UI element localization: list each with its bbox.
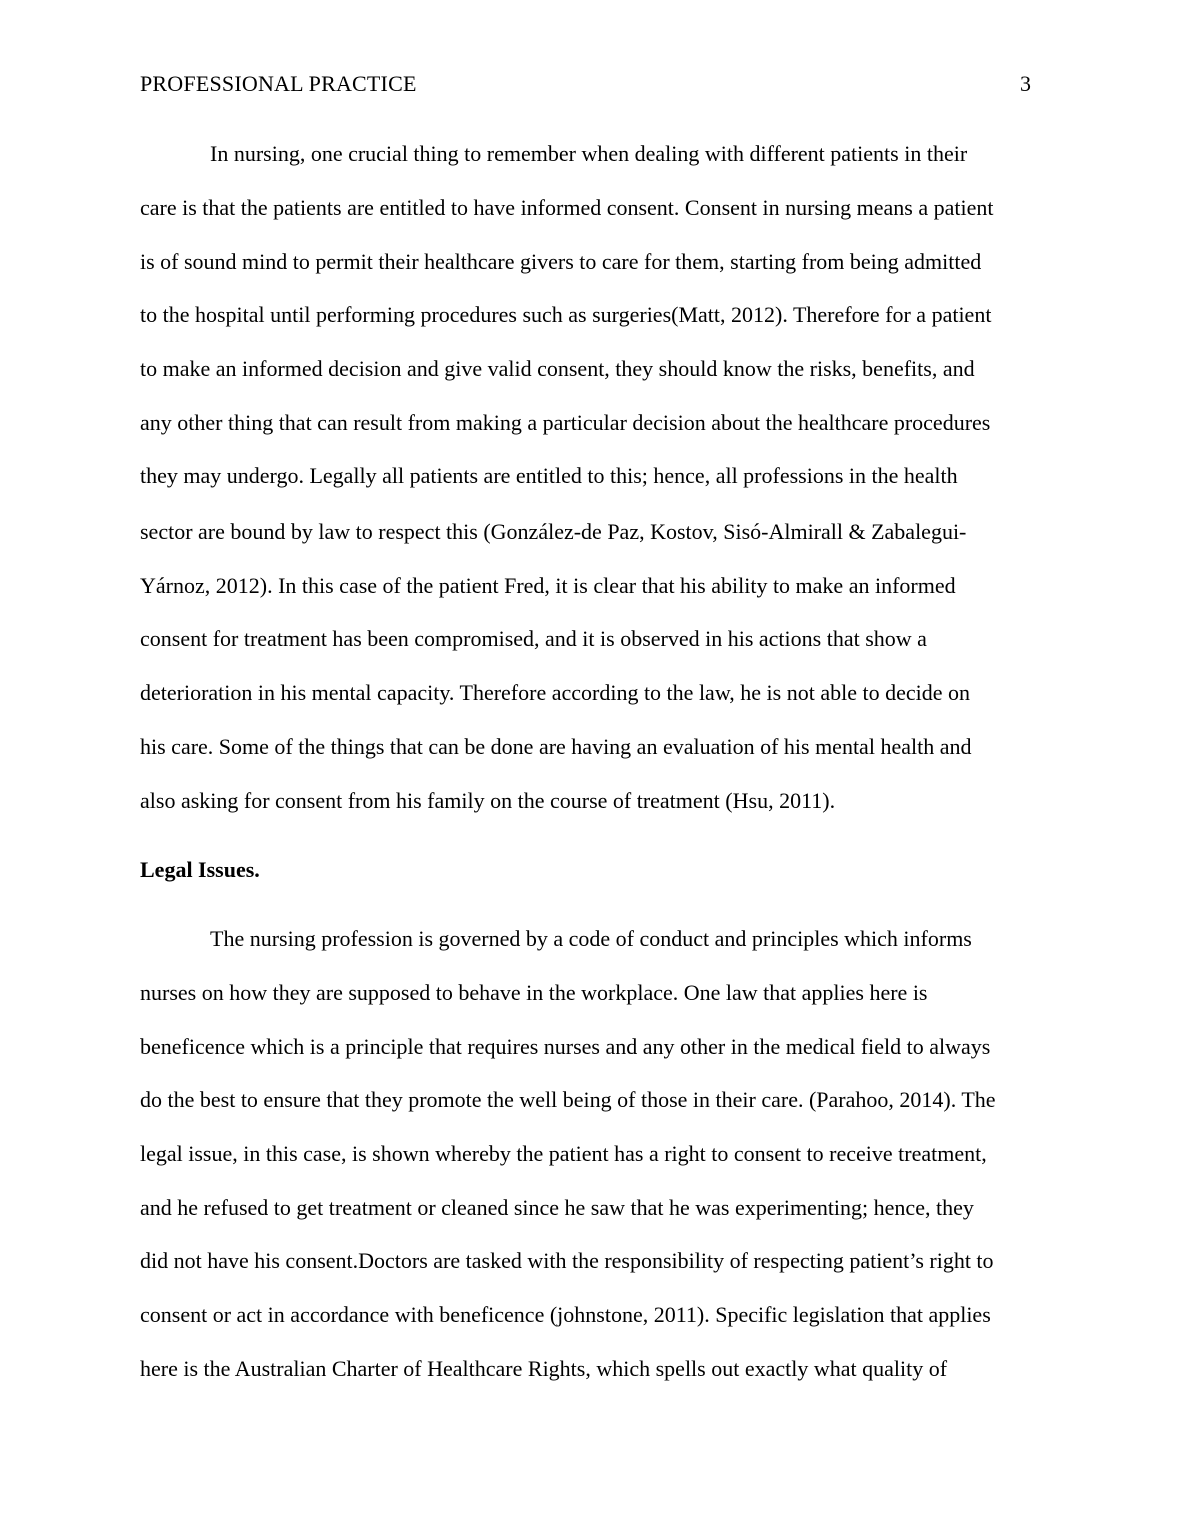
paragraph-1-line: any other thing that can result from making a particular decision about the healthcare procedures — [140, 410, 991, 435]
paragraph-2-line: legal issue, in this case, is shown whereby the patient has a right to consent to receive treatment, — [140, 1141, 987, 1166]
paragraph-1-line: they may undergo. Legally all patients are entitled to this; hence, all professions in the health — [140, 463, 958, 488]
paragraph-1-line: is of sound mind to permit their healthcare givers to care for them, starting from being admitted — [140, 249, 982, 274]
running-head: PROFESSIONAL PRACTICE — [140, 71, 417, 96]
paragraph-2-line: The nursing profession is governed by a code of conduct and principles which informs — [210, 926, 972, 951]
paragraph-1-line: In nursing, one crucial thing to remember when dealing with different patients in their — [210, 141, 968, 166]
paragraph-1-line: his care. Some of the things that can be done are having an evaluation of his mental health and — [140, 734, 972, 759]
paragraph-1-line: sector are bound by law to respect this (González-de Paz, Kostov, Sisó-Almirall & Zabalegui- — [140, 519, 967, 544]
paragraph-1-line: deterioration in his mental capacity. Therefore according to the law, he is not able to decide on — [140, 680, 970, 705]
paragraph-2-line: do the best to ensure that they promote the well being of those in their care. (Parahoo, 2014). The — [140, 1087, 996, 1112]
paragraph-1-line: to make an informed decision and give valid consent, they should know the risks, benefits, and — [140, 356, 975, 381]
paragraph-1-line: to the hospital until performing procedures such as surgeries(Matt, 2012). Therefore for a patient — [140, 302, 992, 327]
paragraph-2-line: beneficence which is a principle that requires nurses and any other in the medical field to always — [140, 1034, 991, 1059]
paragraph-2-line: nurses on how they are supposed to behave in the workplace. One law that applies here is — [140, 980, 928, 1005]
paragraph-1-line: care is that the patients are entitled to have informed consent. Consent in nursing means a patient — [140, 195, 994, 220]
paragraph-2-line: and he refused to get treatment or cleaned since he saw that he was experimenting; hence, they — [140, 1195, 974, 1220]
section-heading: Legal Issues. — [140, 857, 260, 882]
paragraph-2-line: consent or act in accordance with beneficence (johnstone, 2011). Specific legislation that applies — [140, 1302, 991, 1327]
paragraph-1-line: consent for treatment has been compromised, and it is observed in his actions that show a — [140, 626, 927, 651]
paragraph-1-line: Yárnoz, 2012). In this case of the patient Fred, it is clear that his ability to make an informed — [140, 573, 956, 598]
paragraph-2-line: did not have his consent.Doctors are tasked with the responsibility of respecting patient’s right to — [140, 1248, 994, 1273]
paragraph-1-line: also asking for consent from his family on the course of treatment (Hsu, 2011). — [140, 788, 836, 813]
paragraph-2-line: here is the Australian Charter of Healthcare Rights, which spells out exactly what quality of — [140, 1356, 948, 1381]
page-number: 3 — [1020, 71, 1031, 96]
